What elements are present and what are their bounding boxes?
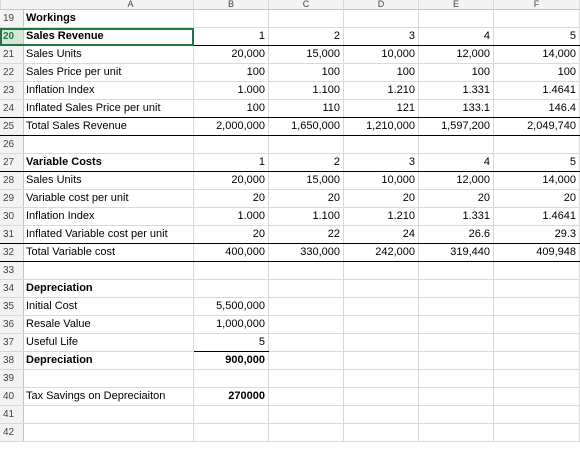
cell-d[interactable] [344,370,419,388]
cell-a[interactable] [0,28,194,46]
cell-d[interactable] [344,388,419,406]
cell-f[interactable]: 29.3 [494,226,580,244]
row-label: Sales Units [26,174,82,186]
cell-d[interactable]: 3 [344,154,419,172]
cell-e[interactable] [419,388,494,406]
cell-a[interactable] [0,82,194,100]
cell-a[interactable] [0,46,194,64]
table-row [0,154,580,172]
cell-f[interactable] [494,352,580,370]
cell-b[interactable] [194,424,269,442]
cell-b[interactable]: 100 [194,100,269,118]
table-row [0,316,580,334]
cell-c[interactable] [269,298,344,316]
cell-e[interactable]: 4 [419,154,494,172]
cell-c[interactable] [269,280,344,298]
cell-a[interactable] [0,172,194,190]
cell-a[interactable] [0,424,194,442]
cell-a[interactable] [0,100,194,118]
cell-f[interactable] [494,10,580,28]
cell-d[interactable]: 10,000 [344,172,419,190]
cell-a[interactable] [0,280,194,298]
row-label: Sales Units [26,48,82,60]
cell-f[interactable]: 5 [494,154,580,172]
cell-e[interactable]: 26.6 [419,226,494,244]
column-header-e[interactable]: E [419,0,494,10]
cell-a[interactable] [0,262,194,280]
row-label: Sales Price per unit [26,66,122,78]
cell-e[interactable] [419,334,494,352]
column-header-f[interactable]: F [494,0,580,10]
row-header[interactable]: 25 [0,118,24,135]
row-header[interactable]: 42 [0,424,24,441]
cell-f[interactable]: 409,948 [494,244,580,262]
row-label: Depreciation [26,354,93,366]
row-label: Inflated Variable cost per unit [26,228,168,240]
cell-d[interactable] [344,298,419,316]
cell-a[interactable] [0,316,194,334]
table-row [0,406,580,424]
table-row [0,64,580,82]
row-header[interactable]: 23 [0,82,24,99]
table-row [0,226,580,244]
row-header[interactable]: 41 [0,406,24,423]
row-label: Tax Savings on Depreciaiton [26,390,166,402]
table-row [0,208,580,226]
cell-d[interactable]: 1.210 [344,208,419,226]
cell-d[interactable]: 3 [344,28,419,46]
cell-c[interactable] [269,262,344,280]
row-header[interactable]: 33 [0,262,24,279]
row-header[interactable]: 38 [0,352,24,369]
cell-f[interactable]: 146.4 [494,100,580,118]
cell-e[interactable]: 1.331 [419,82,494,100]
row-label: Inflation Index [26,210,95,222]
cell-f[interactable] [494,316,580,334]
row-header[interactable]: 29 [0,190,24,207]
cell-e[interactable] [419,262,494,280]
table-row [0,190,580,208]
cell-d[interactable] [344,316,419,334]
row-label [24,138,26,150]
row-label [24,264,26,276]
table-row [0,424,580,442]
cell-c[interactable]: 110 [269,100,344,118]
cell-f[interactable] [494,298,580,316]
cell-d[interactable]: 1,210,000 [344,118,419,136]
cell-c[interactable]: 1.100 [269,208,344,226]
cell-c[interactable]: 2 [269,28,344,46]
cell-a[interactable] [0,352,194,370]
cell-f[interactable]: 20 [494,190,580,208]
cell-e[interactable] [419,352,494,370]
cell-b[interactable] [194,280,269,298]
table-row [0,10,580,28]
cell-d[interactable]: 242,000 [344,244,419,262]
table-row [0,352,580,370]
cell-e[interactable] [419,298,494,316]
cell-c[interactable] [269,10,344,28]
cell-c[interactable]: 15,000 [269,172,344,190]
cell-f[interactable] [494,388,580,406]
column-header-row [0,0,580,10]
row-label [24,408,26,420]
cell-f[interactable]: 2,049,740 [494,118,580,136]
row-label: Depreciation [26,282,93,294]
cell-e[interactable] [419,406,494,424]
row-label: Workings [26,12,76,24]
cell-b[interactable]: 1 [194,154,269,172]
column-header-b[interactable]: B [194,0,269,10]
row-label: Initial Cost [26,300,78,312]
row-header[interactable]: 22 [0,64,24,81]
table-row [0,28,580,46]
cell-a[interactable] [0,406,194,424]
cell-c[interactable]: 20 [269,190,344,208]
cell-c[interactable]: 330,000 [269,244,344,262]
cell-c[interactable]: 1.100 [269,82,344,100]
cell-b[interactable] [194,262,269,280]
cell-b[interactable]: 1,000,000 [194,316,269,334]
cell-b[interactable]: 1.000 [194,208,269,226]
cell-b[interactable]: 5,500,000 [194,298,269,316]
cell-b[interactable]: 900,000 [194,352,269,370]
column-header-a[interactable]: A [1,0,194,10]
table-row [0,118,580,136]
cell-a[interactable] [0,226,194,244]
cell-d[interactable]: 20 [344,190,419,208]
row-header[interactable]: 20 [0,28,24,45]
table-row [0,244,580,262]
cell-a[interactable] [0,298,194,316]
cell-f[interactable]: 14,000 [494,46,580,64]
row-header[interactable]: 24 [0,100,24,117]
table-row [0,172,580,190]
column-header-d[interactable]: D [344,0,419,10]
cell-c[interactable] [269,424,344,442]
cell-c[interactable]: 15,000 [269,46,344,64]
cell-e[interactable]: 1,597,200 [419,118,494,136]
cell-b[interactable]: 20 [194,226,269,244]
cell-c[interactable] [269,352,344,370]
cell-c[interactable] [269,316,344,334]
cell-c[interactable] [269,334,344,352]
row-header[interactable]: 27 [0,154,24,171]
row-label [24,372,26,384]
cell-b[interactable]: 1 [194,28,269,46]
cell-a[interactable] [0,244,194,262]
cell-f[interactable]: 5 [494,28,580,46]
table-row [0,262,580,280]
cell-a[interactable] [0,388,194,406]
cell-f[interactable] [494,370,580,388]
row-label: Inflation Index [26,84,95,96]
cell-e[interactable]: 20 [419,190,494,208]
cell-e[interactable]: 12,000 [419,172,494,190]
cell-a[interactable] [0,334,194,352]
cell-e[interactable]: 100 [419,64,494,82]
row-label: Variable Costs [26,156,102,168]
cell-f[interactable]: 100 [494,64,580,82]
cell-d[interactable]: 24 [344,226,419,244]
row-label: Variable cost per unit [26,192,129,204]
cell-e[interactable]: 12,000 [419,46,494,64]
cell-c[interactable] [269,370,344,388]
table-row [0,388,580,406]
row-header[interactable]: 37 [0,334,24,351]
cell-c[interactable]: 22 [269,226,344,244]
cell-d[interactable]: 100 [344,64,419,82]
cell-d[interactable] [344,262,419,280]
cell-b[interactable] [194,370,269,388]
cell-b[interactable]: 20 [194,190,269,208]
cell-b[interactable]: 270000 [194,388,269,406]
cell-e[interactable]: 133.1 [419,100,494,118]
row-header[interactable]: 19 [0,10,24,27]
table-row [0,280,580,298]
cell-a[interactable] [0,208,194,226]
row-label: Inflated Sales Price per unit [26,102,161,114]
cell-b[interactable]: 400,000 [194,244,269,262]
cell-c[interactable]: 100 [269,64,344,82]
cell-e[interactable]: 1.331 [419,208,494,226]
cell-f[interactable] [494,424,580,442]
cell-a[interactable] [0,10,194,28]
row-header[interactable]: 26 [0,136,24,153]
row-header[interactable]: 35 [0,298,24,315]
cell-a[interactable] [0,370,194,388]
table-row [0,334,580,352]
table-row [0,46,580,64]
cell-b[interactable] [194,136,269,154]
cell-a[interactable] [0,136,194,154]
row-label: Sales Revenue [26,30,104,42]
cell-d[interactable] [344,136,419,154]
row-header[interactable]: 39 [0,370,24,387]
cell-e[interactable] [419,136,494,154]
cell-d[interactable] [344,352,419,370]
row-label: Useful Life [26,336,78,348]
row-label [24,426,26,438]
cell-f[interactable] [494,334,580,352]
row-header[interactable]: 31 [0,226,24,243]
cell-e[interactable] [419,424,494,442]
cell-b[interactable]: 20,000 [194,172,269,190]
cell-d[interactable] [344,424,419,442]
row-label: Total Sales Revenue [26,120,127,132]
row-header[interactable]: 30 [0,208,24,225]
row-header[interactable]: 28 [0,172,24,189]
cell-b[interactable]: 5 [194,334,269,352]
row-label: Total Variable cost [26,246,116,258]
cell-f[interactable]: 1.4641 [494,208,580,226]
cell-e[interactable]: 319,440 [419,244,494,262]
cell-d[interactable]: 1.210 [344,82,419,100]
cell-d[interactable] [344,10,419,28]
row-header[interactable]: 21 [0,46,24,63]
cell-a[interactable] [0,118,194,136]
cell-d[interactable] [344,406,419,424]
cell-e[interactable]: 4 [419,28,494,46]
cell-f[interactable] [494,136,580,154]
cell-b[interactable]: 100 [194,64,269,82]
cell-b[interactable]: 1.000 [194,82,269,100]
column-header-c[interactable]: C [269,0,344,10]
cell-c[interactable] [269,136,344,154]
cell-c[interactable]: 1,650,000 [269,118,344,136]
cell-f[interactable]: 14,000 [494,172,580,190]
cell-d[interactable] [344,280,419,298]
table-row [0,298,580,316]
table-row [0,370,580,388]
cell-a[interactable] [0,190,194,208]
cell-e[interactable] [419,10,494,28]
cell-a[interactable] [0,154,194,172]
cell-b[interactable] [194,10,269,28]
cell-c[interactable] [269,388,344,406]
cell-c[interactable]: 2 [269,154,344,172]
row-label: Resale Value [26,318,91,330]
row-header[interactable]: 36 [0,316,24,333]
cell-a[interactable] [0,64,194,82]
cell-e[interactable] [419,316,494,334]
table-row [0,136,580,154]
cell-f[interactable] [494,262,580,280]
select-all-corner[interactable] [0,0,1,10]
cell-e[interactable] [419,280,494,298]
cell-f[interactable]: 1.4641 [494,82,580,100]
cell-b[interactable] [194,406,269,424]
cell-c[interactable] [269,406,344,424]
cell-f[interactable] [494,406,580,424]
cell-b[interactable]: 20,000 [194,46,269,64]
cell-f[interactable] [494,280,580,298]
cell-d[interactable]: 10,000 [344,46,419,64]
table-row [0,100,580,118]
cell-d[interactable] [344,334,419,352]
row-header[interactable]: 34 [0,280,24,297]
row-header[interactable]: 32 [0,244,24,261]
cell-e[interactable] [419,370,494,388]
row-header[interactable]: 40 [0,388,24,405]
cell-d[interactable]: 121 [344,100,419,118]
table-row [0,82,580,100]
cell-b[interactable]: 2,000,000 [194,118,269,136]
